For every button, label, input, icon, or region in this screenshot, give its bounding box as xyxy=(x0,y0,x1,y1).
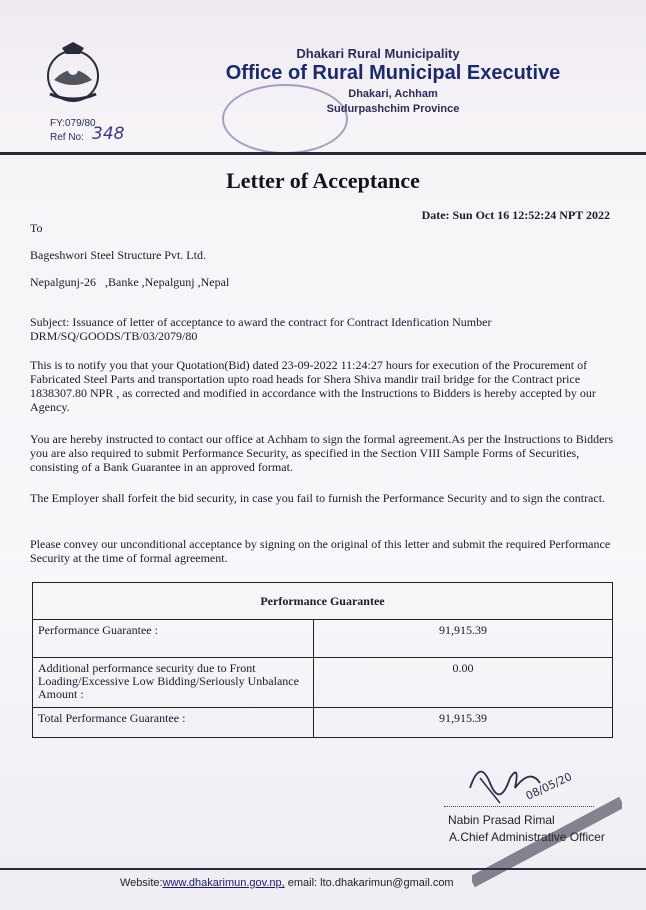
header-divider xyxy=(0,152,646,155)
table-row xyxy=(33,708,613,738)
row-value: 0.00 xyxy=(314,658,613,708)
row-value: 91,915.39 xyxy=(314,620,613,658)
paragraph-notify: This is to notify you that your Quotation(Bid) dated 23-09-2022 11:24:27 hours for execution of the Procurement of Fabricated Steel Parts and transportation upto road heads for Shera Shiva mandir trail bridge for the Contract price 1838307.80 NPR , as corrected and modified in accordance with the Instructions to Bidders is hereby accepted by our Agency. xyxy=(30,358,596,414)
fiscal-year: FY:079/80 xyxy=(50,118,96,129)
paragraph-instruction: You are hereby instructed to contact our office at Achham to sign the formal agreement.As per the Instructions to Bidders you are also required to submit Performance Security, as specified in the Section VIII Sample Forms of Securities, consisting of a Bank Guarantee in an approved format. xyxy=(30,432,614,474)
footer-divider xyxy=(0,868,646,870)
row-label: Performance Guarantee : xyxy=(33,620,314,658)
performance-guarantee-table xyxy=(32,582,613,738)
province-name: Sudurpashchim Province xyxy=(326,103,460,115)
signatory-name: Nabin Prasad Rimal xyxy=(448,813,555,827)
subject-line: Subject: Issuance of letter of acceptance to award the contract for Contract Idenfication Number DRM/SQ/GOODS/TB/03/2079/80 xyxy=(30,315,492,343)
municipality-name: Dhakari Rural Municipality xyxy=(296,46,460,61)
designation-stamp-icon xyxy=(472,792,622,888)
to-label: To xyxy=(30,221,43,235)
email-address[interactable]: lto.dhakarimun@gmail.com xyxy=(320,877,454,889)
row-label: Additional performance security due to Front Loading/Excessive Low Bidding/Seriously Unbalance Amount : xyxy=(33,658,314,708)
office-name: Office of Rural Municipal Executive xyxy=(225,62,561,84)
table-heading: Performance Guarantee xyxy=(33,583,613,620)
ref-number: 348 xyxy=(92,124,125,144)
recipient-name: Bageshwori Steel Structure Pvt. Ltd. xyxy=(30,248,206,262)
district-name: Dhakari, Achham xyxy=(348,88,438,100)
signature-date: 08/05/20 xyxy=(523,770,575,803)
website-label: Website: xyxy=(120,877,163,889)
recipient-address: Nepalgunj-26 ,Banke ,Nepalgunj ,Nepal xyxy=(30,275,230,289)
letter-title: Letter of Acceptance xyxy=(226,168,420,193)
office-stamp-icon xyxy=(222,84,348,154)
table-row xyxy=(33,658,613,708)
letter-date: Date: Sun Oct 16 12:52:24 NPT 2022 xyxy=(421,208,610,222)
website-link[interactable]: www.dhakarimun.gov.np, xyxy=(162,877,285,889)
table-row xyxy=(33,620,613,658)
email-label: email: xyxy=(287,877,318,889)
row-value: 91,915.39 xyxy=(314,708,613,738)
paragraph-acceptance: Please convey our unconditional acceptance by signing on the original of this letter and submit the required Performance Security at the time of formal agreement. xyxy=(30,537,611,565)
signatory-designation: A.Chief Administrative Officer xyxy=(449,830,605,844)
paragraph-forfeit: The Employer shall forfeit the bid security, in case you fail to furnish the Performance Security and to sign the contract. xyxy=(30,491,606,505)
nepal-emblem-icon xyxy=(40,40,106,106)
footer xyxy=(120,877,454,889)
ref-label: Ref No: xyxy=(50,132,84,143)
row-label: Total Performance Guarantee : xyxy=(33,708,314,738)
